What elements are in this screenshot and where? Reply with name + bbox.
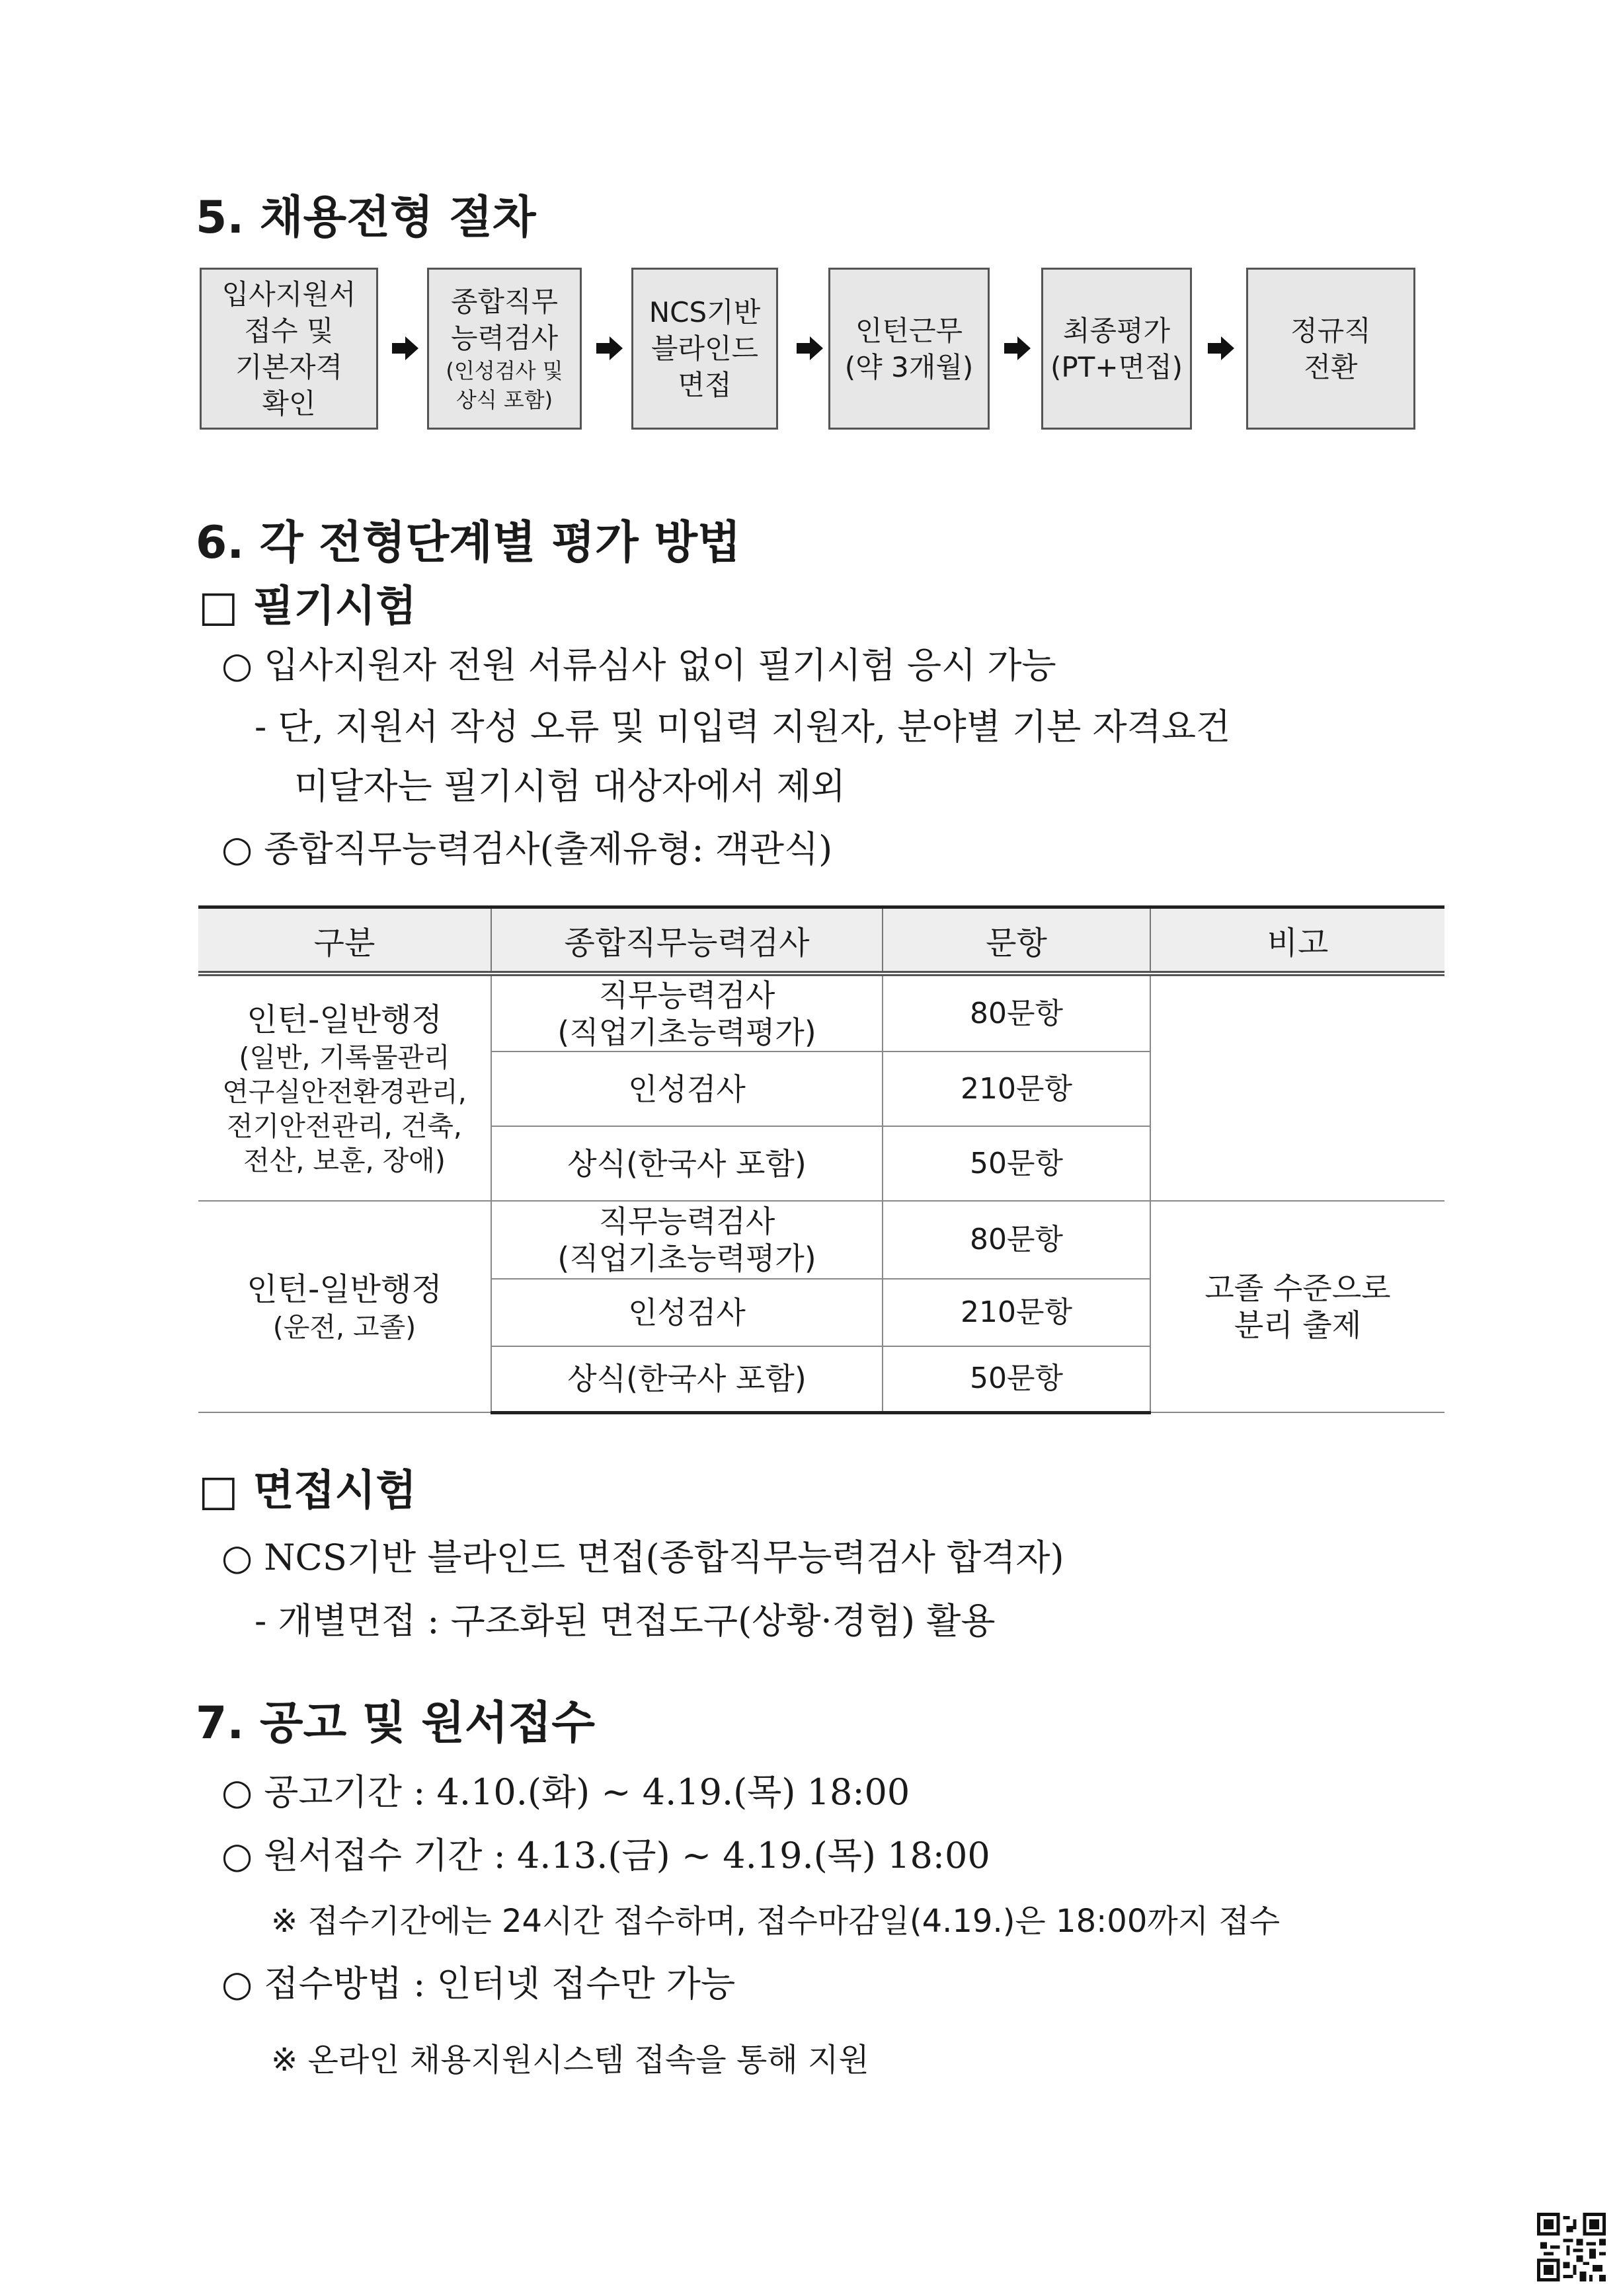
category-label: 인턴-일반행정 <box>247 1271 442 1308</box>
remark-cell <box>1150 974 1444 1201</box>
section5-title: 5. 채용전형 절차 <box>196 192 536 244</box>
step-final-evaluation <box>1041 268 1192 430</box>
step-note: (인성검사 및 <box>446 358 563 383</box>
right-arrow-icon <box>1206 334 1236 363</box>
test-label: (직업기초능력평가) <box>557 1014 816 1050</box>
step-line: 전환 <box>1304 350 1358 383</box>
category-cell <box>198 1201 491 1412</box>
step-line: 접수 및 <box>244 314 334 347</box>
count-cell: 50문항 <box>883 1346 1150 1412</box>
application-period: ○ 원서접수 기간 : 4.13.(금) ~ 4.19.(목) 18:00 <box>221 1835 990 1876</box>
col-header: 문항 <box>883 907 1150 974</box>
step-line: (약 3개월) <box>844 350 974 383</box>
count-cell: 80문항 <box>883 1201 1150 1279</box>
written-dash-1-cont: 미달자는 필기시험 대상자에서 제외 <box>294 765 846 807</box>
step-line: 인턴근무 <box>855 314 963 347</box>
written-bullet-2: ○ 종합직무능력검사(출제유형: 객관식) <box>221 828 833 870</box>
step-note: 상식 포함) <box>455 387 553 412</box>
written-bullet-1: ○ 입사지원자 전원 서류심사 없이 필기시험 응시 가능 <box>221 644 1056 686</box>
right-arrow-icon <box>1003 334 1032 363</box>
step-line: (PT+면접) <box>1050 350 1183 383</box>
test-label: 직무능력검사 <box>598 1204 775 1239</box>
step-line: 확인 <box>262 387 316 420</box>
table-row <box>198 1201 1444 1279</box>
test-cell: 인성검사 <box>491 1279 883 1346</box>
step-line: 입사지원서 <box>221 278 356 311</box>
step-line: 종합직무 <box>450 285 559 318</box>
right-arrow-icon <box>795 334 824 363</box>
step-ncs-interview <box>631 268 778 430</box>
step-line: 기본자격 <box>235 350 343 383</box>
online-note: ※ 온라인 채용지원시스템 접속을 통해 지원 <box>271 2042 869 2079</box>
col-header: 비고 <box>1150 907 1444 974</box>
step-regular-conversion <box>1246 268 1415 430</box>
step-line: 최종평가 <box>1062 314 1171 347</box>
category-note: 전기안전관리, 건축, <box>227 1110 462 1142</box>
col-header: 종합직무능력검사 <box>491 907 883 974</box>
test-label: (직업기초능력평가) <box>557 1241 816 1276</box>
test-cell <box>491 1201 883 1279</box>
test-cell: 상식(한국사 포함) <box>491 1346 883 1412</box>
exam-table <box>198 905 1444 1414</box>
step-aptitude-test <box>427 268 582 430</box>
interview-heading: □ 면접시험 <box>198 1467 417 1515</box>
notice-period: ○ 공고기간 : 4.10.(화) ~ 4.19.(목) 18:00 <box>221 1771 910 1813</box>
step-line: 정규직 <box>1290 314 1371 347</box>
step-line: 능력검사 <box>450 321 559 354</box>
count-cell: 210문항 <box>883 1279 1150 1346</box>
category-cell <box>198 974 491 1201</box>
interview-dash-1: - 개별면접 : 구조화된 면접도구(상황·경험) 활용 <box>255 1600 996 1642</box>
test-cell: 인성검사 <box>491 1052 883 1126</box>
table-row <box>198 974 1444 1052</box>
remark-line: 고졸 수준으로 <box>1204 1270 1391 1306</box>
qr-code-icon <box>1537 2213 1606 2281</box>
count-cell: 210문항 <box>883 1052 1150 1126</box>
step-application <box>200 268 378 430</box>
application-method: ○ 접수방법 : 인터넷 접수만 가능 <box>221 1963 736 2005</box>
remark-cell <box>1150 1201 1444 1412</box>
category-note: (운전, 고졸) <box>272 1311 416 1343</box>
category-note: 전산, 보훈, 장애) <box>243 1144 446 1176</box>
application-note: ※ 접수기간에는 24시간 접수하며, 접수마감일(4.19.)은 18:00까지 접수 <box>271 1903 1281 1940</box>
written-dash-1: - 단, 지원서 작성 오류 및 미입력 지원자, 분야별 기본 자격요건 <box>255 706 1231 747</box>
test-cell <box>491 974 883 1052</box>
step-internship <box>828 268 990 430</box>
written-exam-heading: □ 필기시험 <box>198 582 417 631</box>
right-arrow-icon <box>595 334 624 363</box>
remark-line: 분리 출제 <box>1234 1307 1362 1343</box>
right-arrow-icon <box>391 334 420 363</box>
step-line: 블라인드 <box>651 332 759 365</box>
interview-bullet-1: ○ NCS기반 블라인드 면접(종합직무능력검사 합격자) <box>221 1537 1064 1578</box>
step-line: NCS기반 <box>649 296 761 328</box>
table-header-row <box>198 907 1444 974</box>
count-cell: 80문항 <box>883 974 1150 1052</box>
section7-title: 7. 공고 및 원서접수 <box>196 1697 595 1749</box>
step-line: 면접 <box>678 369 732 401</box>
test-cell: 상식(한국사 포함) <box>491 1126 883 1201</box>
section6-title: 6. 각 전형단계별 평가 방법 <box>196 517 741 569</box>
test-label: 직무능력검사 <box>598 977 775 1013</box>
count-cell: 50문항 <box>883 1126 1150 1201</box>
col-header: 구분 <box>198 907 491 974</box>
category-label: 인턴-일반행정 <box>247 1001 442 1038</box>
category-note: (일반, 기록물관리 <box>239 1041 450 1073</box>
category-note: 연구실안전환경관리, <box>222 1075 467 1108</box>
